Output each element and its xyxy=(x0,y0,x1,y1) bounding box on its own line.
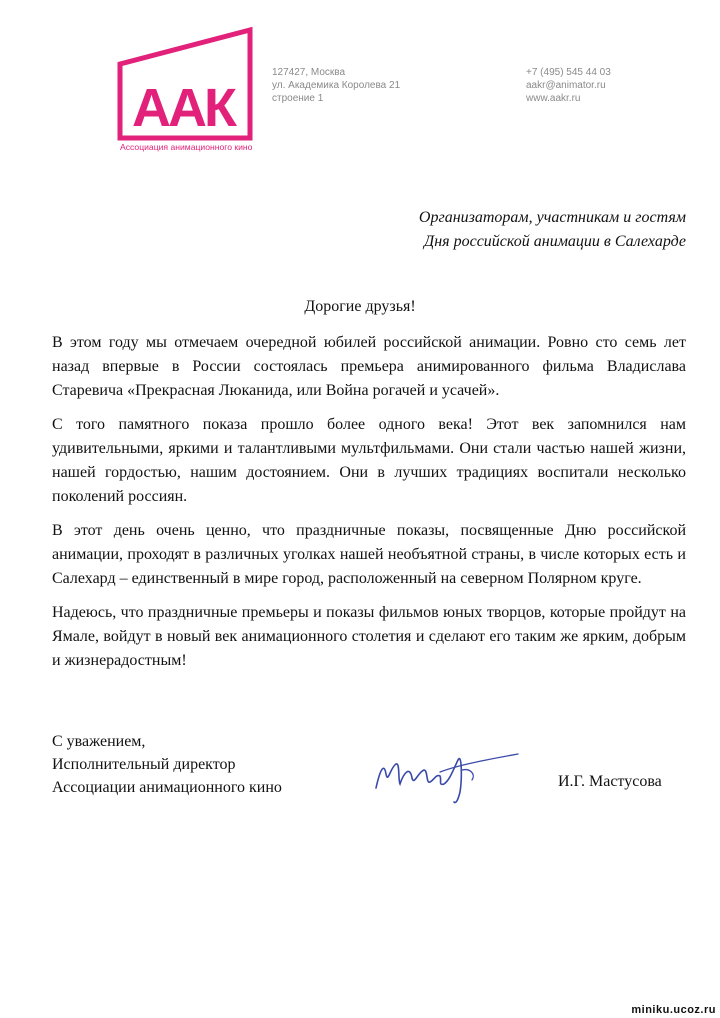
phone: +7 (495) 545 44 03 xyxy=(526,67,611,78)
contacts-phone-email xyxy=(526,66,611,105)
paragraph: В этом году мы отмечаем очередной юбилей российской анимации. Ровно сто семь лет назад впервые в России состоялась премьера анимированного фильма Владислава Старевича «Прекрасная Люканида, или Война рогачей и усачей». xyxy=(52,334,686,399)
website: www.aakr.ru xyxy=(526,93,581,104)
closing-line: С уважением, xyxy=(52,733,146,750)
email: aakr@animator.ru xyxy=(526,80,606,91)
logo-caption: Ассоциация анимационного кино xyxy=(120,142,253,152)
letter-body xyxy=(52,331,686,683)
paragraph: Надеюсь, что праздничные премьеры и показы фильмов юных творцов, которые пройдут на Ямале, войдут в новый век анимационного столетия и сделают его таким же ярким, добрым и жизнерадостным! xyxy=(52,604,686,669)
paragraph: С того памятного показа прошло более одного века! Этот век запомнился нам удивительными, яркими и талантливыми мультфильмами. Они стали частью нашей жизни, нашей гордостью, нашим достоянием. Они в лучших традициях воспитали несколько поколений россиян. xyxy=(52,416,686,505)
paragraph: В этот день очень ценно, что праздничные показы, посвященные Дню российской анимации, проходят в различных уголках нашей необъятной страны, в числе которых есть и Салехард – единственный в мире город, расположенный на северном Полярном круге. xyxy=(52,522,686,587)
handwritten-signature xyxy=(370,740,520,810)
watermark: miniku.ucoz.ru xyxy=(631,1004,716,1016)
recipient-block xyxy=(419,206,686,254)
greeting: Дорогие друзья! xyxy=(304,298,416,315)
address-line: 127427, Москва xyxy=(272,67,346,78)
address-line: строение 1 xyxy=(272,93,324,104)
address-line: ул. Академика Королева 21 xyxy=(272,80,401,91)
closing-line: Исполнительный директор xyxy=(52,756,236,773)
closing-line: Ассоциации анимационного кино xyxy=(52,779,282,796)
aak-logo xyxy=(116,26,256,156)
contacts-address xyxy=(272,66,400,105)
logo-letters: ААК xyxy=(132,78,234,138)
closing-block xyxy=(52,730,282,799)
recipient-line: Организаторам, участникам и гостям xyxy=(418,209,686,226)
signer-name: И.Г. Мастусова xyxy=(558,773,662,790)
recipient-line: Дня российской анимации в Салехарде xyxy=(424,233,686,250)
